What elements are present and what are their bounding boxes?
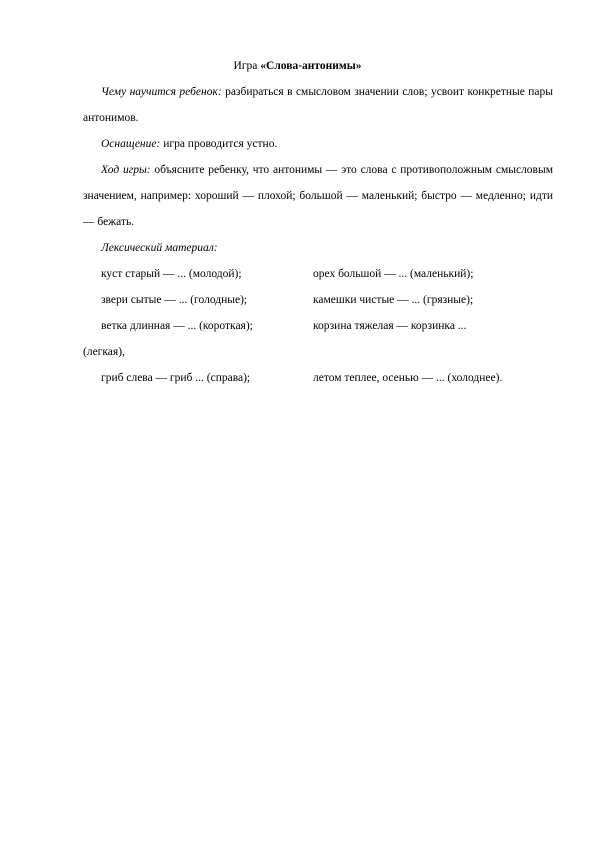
material-continuation: (легкая), bbox=[83, 346, 125, 358]
material-left: ветка длинная — ... (короткая); bbox=[101, 320, 253, 332]
paragraph-equipment bbox=[83, 131, 553, 157]
document-title bbox=[0, 58, 595, 74]
paragraph-goal bbox=[83, 79, 553, 131]
procedure-text: объясните ребенку, что антонимы — это слова с противоположным смысловым значением, например: хороший — плохой; большой — маленький; быстро — медленно; идти — бежать. bbox=[83, 164, 553, 228]
material-left: звери сытые — ... (голодные); bbox=[101, 294, 248, 306]
equipment-label: Оснащение: bbox=[101, 138, 161, 150]
material-right: корзина тяжелая — корзинка ... bbox=[313, 320, 467, 332]
title-prefix: Игра bbox=[233, 60, 261, 72]
material-left: куст старый — ... (молодой); bbox=[101, 268, 242, 280]
title-game-name: «Слова-антонимы» bbox=[260, 60, 362, 72]
material-right: орех большой — ... (маленький); bbox=[313, 268, 474, 280]
paragraph-procedure bbox=[83, 157, 553, 235]
goal-label: Чему научится ребенок: bbox=[101, 86, 222, 98]
goal-text: разбираться в смысловом значении слов; усвоит конкретные пары антонимов. bbox=[83, 86, 554, 124]
equipment-text: игра проводится устно. bbox=[160, 138, 278, 150]
material-right: летом теплее, осенью — ... (холоднее). bbox=[313, 372, 503, 384]
lexical-label: Лексический материал: bbox=[101, 242, 218, 254]
material-right: камешки чистые — ... (грязные); bbox=[313, 294, 474, 306]
procedure-label: Ход игры: bbox=[101, 164, 151, 176]
material-left: гриб слева — гриб ... (справа); bbox=[101, 372, 251, 384]
paragraph-lexical-heading bbox=[83, 235, 553, 261]
